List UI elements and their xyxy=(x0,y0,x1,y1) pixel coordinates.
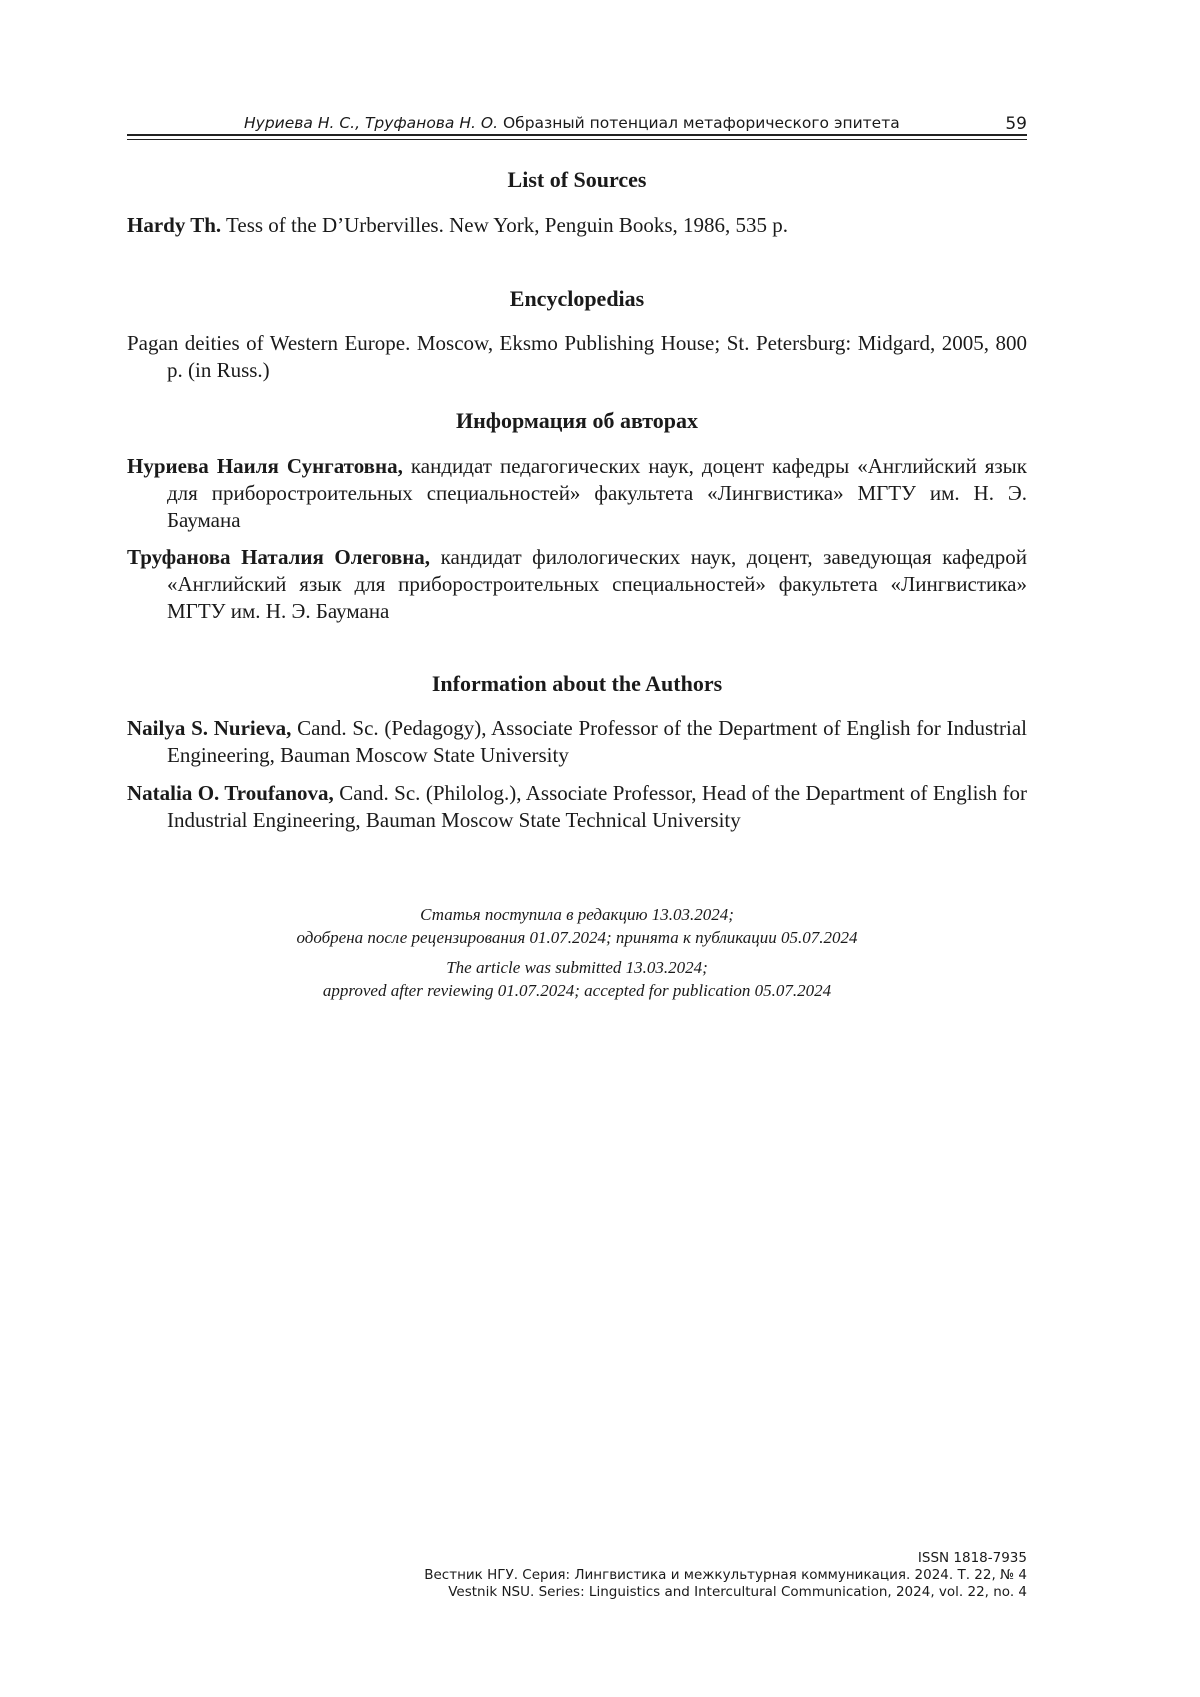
author-ru-entry xyxy=(127,544,1027,625)
authors-en-heading: Information about the Authors xyxy=(431,671,723,696)
journal-footer xyxy=(424,1550,1027,1601)
author-en-name: Natalia O. Troufanova, xyxy=(127,781,334,805)
dates-ru-line1: Статья поступила в редакцию 13.03.2024; xyxy=(420,905,734,924)
header-rule-thick xyxy=(127,134,1027,136)
encyclopedia-entry xyxy=(127,330,1027,384)
header-rule-thin xyxy=(127,139,1027,140)
dates-en-line1: The article was submitted 13.03.2024; xyxy=(446,958,708,977)
source-text: Tess of the D’Urbervilles. New York, Penguin Books, 1986, 535 p. xyxy=(221,213,789,237)
author-ru-name: Труфанова Наталия Олеговна, xyxy=(127,545,431,569)
footer-journal-en: Vestnik NSU. Series: Linguistics and Intercultural Communication, 2024, vol. 22, no. 4 xyxy=(448,1584,1027,1600)
article-dates xyxy=(127,903,1027,1002)
author-ru-text: кандидат филологических наук, доцент, заведующая кафедрой «Английский язык для приборостроительных специальностей» факультета «Лингвистика» МГТУ им. Н. Э. Баумана xyxy=(167,545,1027,623)
page-number: 59 xyxy=(1005,114,1027,134)
source-author: Hardy Th. xyxy=(127,213,222,237)
author-en-entry xyxy=(127,715,1027,769)
author-ru-entry xyxy=(127,453,1027,534)
encyclopedias-heading: Encyclopedias xyxy=(509,286,645,311)
author-en-text: Cand. Sc. (Philolog.), Associate Professor, Head of the Department of English for Industrial Engineering, Bauman Moscow State Technical University xyxy=(167,781,1027,832)
encyclopedia-text: Pagan deities of Western Europe. Moscow, Eksmo Publishing House; St. Petersburg: Midgard, 2005, 800 p. (in Russ.) xyxy=(127,331,1027,382)
journal-page xyxy=(127,0,1027,1697)
dates-en-line2: approved after reviewing 01.07.2024; accepted for publication 05.07.2024 xyxy=(322,981,832,1000)
author-ru-name: Нуриева Наиля Сунгатовна, xyxy=(127,454,403,478)
running-head-text xyxy=(244,114,900,132)
author-en-name: Nailya S. Nurieva, xyxy=(127,716,292,740)
dates-ru-line2: одобрена после рецензирования 01.07.2024; принята к публикации 05.07.2024 xyxy=(296,928,858,947)
author-en-entry xyxy=(127,780,1027,834)
author-ru-text: кандидат педагогических наук, доцент кафедры «Английский язык для приборостроительных специальностей» факультета «Лингвистика» МГТУ им. Н. Э. Баумана xyxy=(167,454,1027,532)
running-head-title: Образный потенциал метафорического эпитета xyxy=(502,114,900,132)
list-of-sources-heading: List of Sources xyxy=(507,167,647,192)
footer-issn: ISSN 1818-7935 xyxy=(917,1550,1027,1566)
authors-ru-heading: Информация об авторах xyxy=(455,408,699,433)
author-en-text: Cand. Sc. (Pedagogy), Associate Professor of the Department of English for Industrial Engineering, Bauman Moscow State University xyxy=(167,716,1027,767)
running-head-authors: Нуриева Н. С., Труфанова Н. О. xyxy=(244,114,498,132)
footer-journal-ru: Вестник НГУ. Серия: Лингвистика и межкультурная коммуникация. 2024. Т. 22, № 4 xyxy=(424,1567,1027,1583)
source-entry xyxy=(127,212,1027,239)
